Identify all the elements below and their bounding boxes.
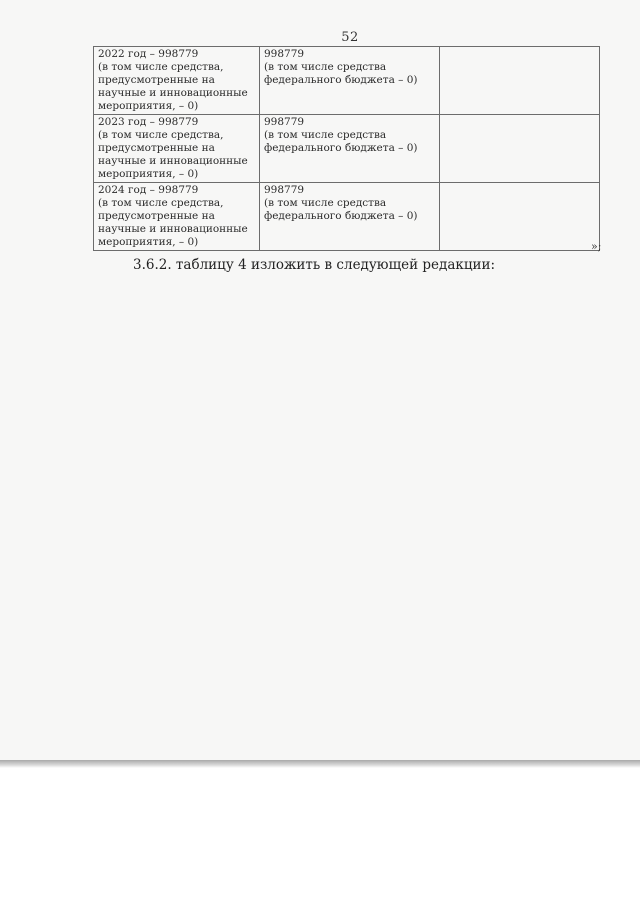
- table-cell: [260, 115, 440, 183]
- cell-text-line: (в том числе средства: [264, 197, 387, 209]
- cell-text-line: предусмотренные на: [98, 142, 215, 154]
- paper-edge-shadow: [0, 760, 640, 768]
- cell-text-line: (в том числе средства: [264, 129, 387, 141]
- table-cell: [94, 47, 260, 115]
- table-cell: [94, 115, 260, 183]
- cell-text-line: 998779: [264, 116, 305, 128]
- closing-quote: »;: [591, 240, 602, 253]
- cell-text-line: мероприятия, – 0): [98, 168, 199, 180]
- cell-text-line: мероприятия, – 0): [98, 236, 199, 248]
- cell-text-line: федерального бюджета – 0): [264, 210, 418, 222]
- table-row: [94, 183, 600, 251]
- table-cell: [260, 183, 440, 251]
- table-row: [94, 115, 600, 183]
- table-cell: [440, 115, 600, 183]
- table-cell: [260, 47, 440, 115]
- table-cell: [94, 183, 260, 251]
- funding-table-body: [94, 47, 600, 251]
- cell-text-line: (в том числе средства,: [98, 129, 224, 141]
- cell-text-line: (в том числе средства,: [98, 61, 224, 73]
- cell-text-line: мероприятия, – 0): [98, 100, 199, 112]
- cell-text-line: научные и инновационные: [98, 155, 248, 167]
- cell-text-line: научные и инновационные: [98, 87, 248, 99]
- table-cell: [440, 183, 600, 251]
- instruction-text: 3.6.2. таблицу 4 изложить в следующей редакции:: [133, 257, 496, 273]
- cell-text-line: федерального бюджета – 0): [264, 142, 418, 154]
- cell-text-line: 998779: [264, 48, 305, 60]
- cell-text-line: предусмотренные на: [98, 74, 215, 86]
- funding-table: [93, 46, 600, 251]
- page-number: 52: [341, 30, 359, 45]
- cell-text-line: федерального бюджета – 0): [264, 74, 418, 86]
- table-cell: [440, 47, 600, 115]
- cell-text-line: (в том числе средства: [264, 61, 387, 73]
- cell-text-line: предусмотренные на: [98, 210, 215, 222]
- cell-text-line: 2024 год – 998779: [98, 184, 199, 196]
- cell-text-line: 998779: [264, 184, 305, 196]
- cell-text-line: научные и инновационные: [98, 223, 248, 235]
- table-row: [94, 47, 600, 115]
- cell-text-line: 2023 год – 998779: [98, 116, 199, 128]
- cell-text-line: (в том числе средства,: [98, 197, 224, 209]
- cell-text-line: 2022 год – 998779: [98, 48, 199, 60]
